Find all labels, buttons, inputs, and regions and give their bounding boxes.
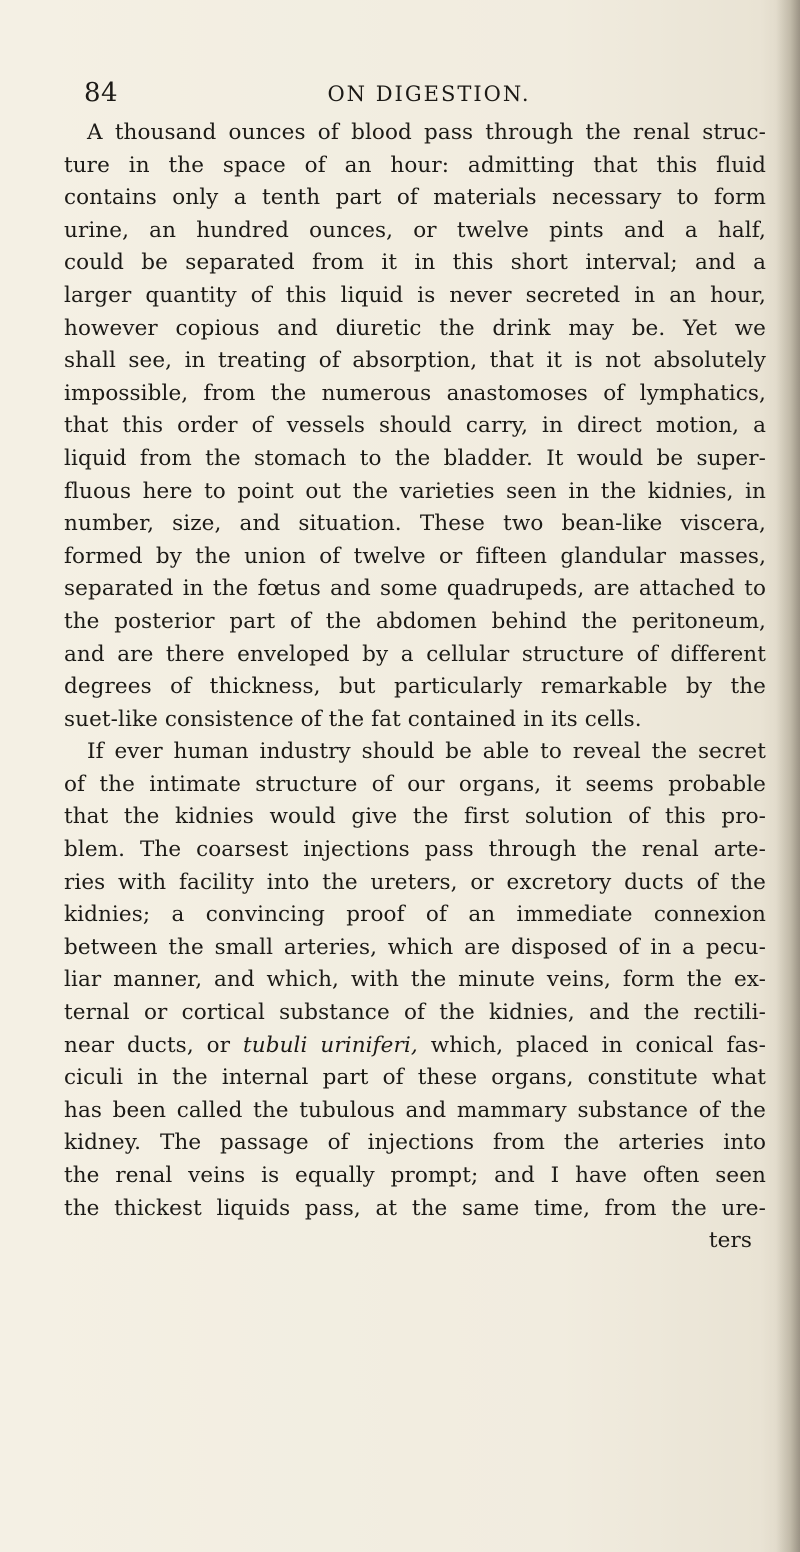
- text-line: however copious and diuretic the drink may be. Yet we: [64, 315, 766, 341]
- text-line: fluous here to point out the varieties seen in the kidnies, in: [64, 478, 766, 504]
- page-header: [84, 78, 774, 118]
- text-line: ternal or cortical substance of the kidnies, and the rectili-: [64, 1000, 766, 1026]
- text-line: impossible, from the numerous anastomoses of lymphatics,: [64, 380, 766, 406]
- text-line: formed by the union of twelve or fifteen glandular masses,: [64, 543, 766, 569]
- text-line: kidnies; a convincing proof of an immediate connexion: [64, 902, 766, 928]
- text-line-with-italic: [64, 1030, 766, 1063]
- text-line: ciculi in the internal part of these organs, constitute what: [64, 1065, 766, 1091]
- text-line: could be separated from it in this short interval; and a: [64, 250, 766, 276]
- text-line: contains only a tenth part of materials necessary to form: [64, 185, 766, 211]
- text-line: ture in the space of an hour: admitting that this fluid: [64, 152, 766, 178]
- spine-shadow: [776, 0, 800, 1552]
- text-line: liquid from the stomach to the bladder. It would be super-: [64, 445, 766, 471]
- running-head: ON DIGESTION.: [327, 82, 531, 106]
- page-number: 84: [84, 78, 119, 108]
- text-line: and are there enveloped by a cellular structure of different: [64, 641, 766, 667]
- text-line: the posterior part of the abdomen behind the peritoneum,: [64, 608, 766, 634]
- text-line: separated in the fœtus and some quadrupeds, are attached to: [64, 576, 766, 602]
- text-line: liar manner, and which, with the minute veins, form the ex-: [64, 967, 766, 993]
- italic-term: tubuli uriniferi,: [243, 1032, 418, 1058]
- text-line: has been called the tubulous and mammary substance of the: [64, 1097, 766, 1123]
- body-text: [64, 117, 766, 1258]
- text-line: the renal veins is equally prompt; and I have often seen: [64, 1163, 766, 1188]
- text-line: If ever human industry should be able to reveal the secret: [87, 739, 766, 765]
- text-line: shall see, in treating of absorption, that it is not absolutely: [64, 348, 766, 374]
- text-fragment: near ducts, or: [64, 1032, 244, 1058]
- catchword: ters: [708, 1228, 752, 1254]
- text-line: A thousand ounces of blood pass through the renal struc-: [87, 120, 766, 145]
- text-line: number, size, and situation. These two bean-like viscera,: [64, 511, 766, 537]
- text-line: blem. The coarsest injections pass through the renal arte-: [64, 837, 766, 863]
- text-line: larger quantity of this liquid is never secreted in an hour,: [64, 282, 766, 308]
- text-line: that this order of vessels should carry, in direct motion, a: [64, 413, 766, 439]
- text-line: ries with facility into the ureters, or excretory ducts of the: [64, 869, 766, 895]
- text-line: between the small arteries, which are disposed of in a pecu-: [64, 934, 766, 960]
- text-line: the thickest liquids pass, at the same time, from the ure-: [64, 1195, 766, 1221]
- text-line: that the kidnies would give the first solution of this pro-: [64, 804, 766, 830]
- text-line: degrees of thickness, but particularly remarkable by the: [64, 674, 766, 700]
- text-line: kidney. The passage of injections from the arteries into: [64, 1130, 766, 1156]
- text-line: urine, an hundred ounces, or twelve pints and a half,: [64, 217, 766, 243]
- text-fragment: which, placed in conical fas-: [417, 1032, 767, 1058]
- text-line: suet-like consistence of the fat contained in its cells.: [64, 706, 642, 732]
- text-line: of the intimate structure of our organs, it seems probable: [64, 771, 766, 797]
